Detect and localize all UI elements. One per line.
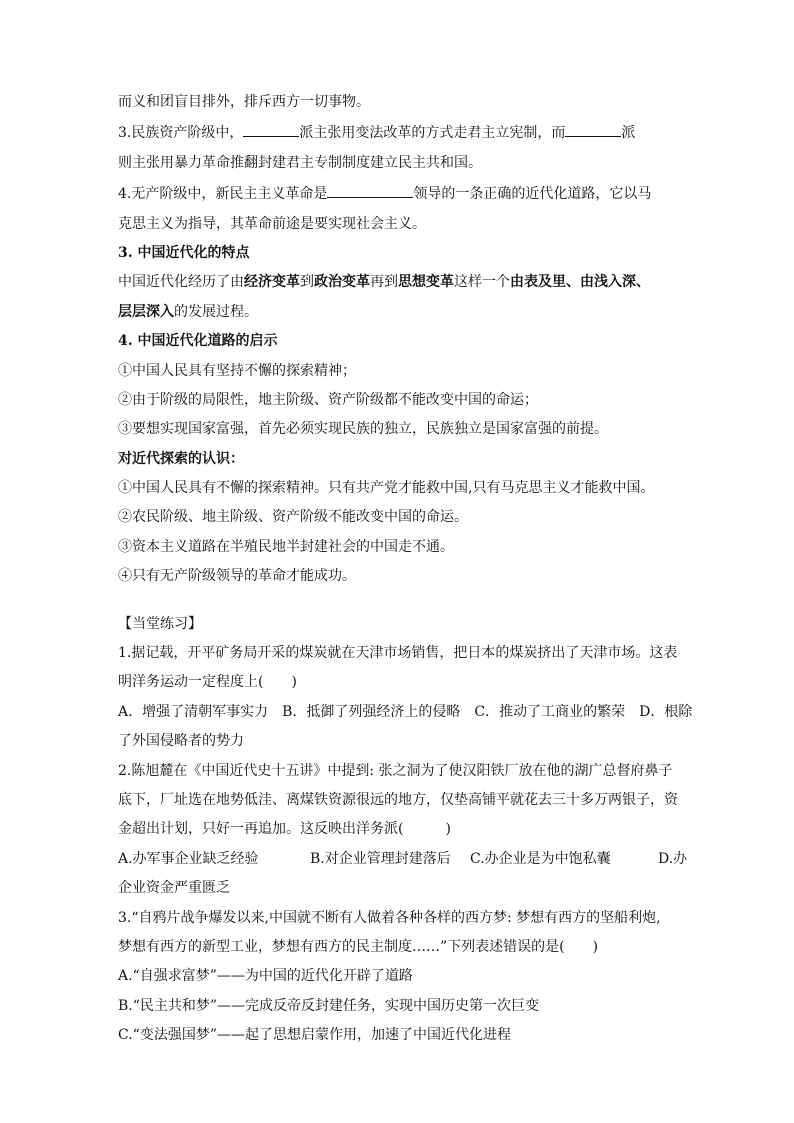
question-options[interactable]: 了外国侵略者的势力 — [118, 733, 244, 750]
option-b[interactable]: B.“民主共和梦”——完成反帝反封建任务，实现中国历史第一次巨变 — [118, 997, 540, 1014]
list-item: ③资本主义道路在半殖民地半封建社会的中国走不通。 — [118, 538, 454, 555]
text-segment: 的发展过程。 — [174, 303, 258, 320]
question-text: 1.据记载，开平矿务局开采的煤炭就在天津市场销售，把日本的煤炭挤出了天津市场。这表 — [118, 645, 678, 662]
text-segment: 领导的一条正确的近代化道路，它以马 — [413, 186, 652, 203]
question-text: 底下，厂址选在地势低洼、离煤铁资源很远的地方，仅垫高铺平就花去三十多万两银子，资 — [118, 791, 678, 808]
text-segment: 中国近代化经历了由 — [118, 274, 244, 291]
text-line: 则主张用暴力革命推翻封建君主专制制度建立民主共和国。 — [118, 154, 482, 171]
option-d[interactable]: D.办 — [658, 850, 688, 867]
text-segment: 再到 — [370, 274, 398, 291]
list-item: ④只有无产阶级领导的革命才能成功。 — [118, 568, 356, 585]
list-item: ②由于阶级的局限性，地主阶级、资产阶级都不能改变中国的命运； — [118, 391, 538, 408]
section-heading: 对近代探索的认识： — [118, 450, 244, 467]
spacer — [118, 596, 688, 614]
option-a[interactable]: A.办军事企业缺乏经验 — [118, 850, 259, 867]
question-text: 梦想有西方的新型工业，梦想有西方的民主制度……”下列表述错误的是( ) — [118, 938, 599, 955]
option-a[interactable]: A.“自强求富梦”——为中国的近代化开辟了道路 — [118, 968, 413, 985]
text-line: 克思主义为指导，其革命前途是要实现社会主义。 — [118, 215, 426, 232]
bold-term: 思想变革 — [398, 274, 454, 291]
option-b[interactable]: B.对企业管理封建落后 — [310, 850, 451, 867]
text-segment: 这样一个 — [454, 274, 510, 291]
bold-term: 经济变革 — [244, 274, 300, 291]
practice-heading: 【当堂练习】 — [118, 615, 202, 632]
text-line: 而义和团盲目排外，排斥西方一切事物。 — [118, 94, 370, 110]
question-options — [118, 849, 688, 869]
text-segment: 到 — [300, 274, 314, 291]
fill-blank-question-3 — [118, 121, 688, 143]
question-text: 2.陈旭麓在《中国近代史十五讲》中提到: 张之洞为了使汉阳铁厂放在他的湖广总督府鼻子 — [118, 762, 673, 779]
paragraph-line — [118, 302, 688, 322]
question-text: 金超出计划，只好一再追加。这反映出洋务派( ) — [118, 821, 451, 838]
list-item: ②农民阶级、地主阶级、资产阶级不能改变中国的命运。 — [118, 509, 468, 526]
question-options[interactable]: A．增强了清朝军事实力 B．抵御了列强经济上的侵略 C．推动了工商业的繁荣 D．根除 — [118, 703, 693, 720]
section-heading: 3. 中国近代化的特点 — [118, 244, 250, 261]
list-item: ①中国人民具有坚持不懈的探索精神； — [118, 362, 356, 379]
section-heading: 4. 中国近代化道路的启示 — [118, 333, 278, 350]
text-segment: 派 — [621, 125, 636, 142]
question-text: 3.“自鸦片战争爆发以来,中国就不断有人做着各种各样的西方梦: 梦想有西方的坚船利炮, — [118, 909, 661, 926]
answer-blank[interactable] — [243, 121, 299, 137]
answer-blank[interactable] — [327, 182, 413, 198]
list-item: ①中国人民具有不懈的探索精神。只有共产党才能救中国,只有马克思主义才能救中国。 — [118, 480, 655, 497]
bold-term: 由表及里、由浅入深、 — [510, 274, 650, 291]
option-c[interactable]: C.“变法强国梦”——起了思想启蒙作用，加速了中国近代化进程 — [118, 1027, 511, 1044]
option-d-continued[interactable]: 企业资金严重匮乏 — [118, 880, 230, 897]
bold-term: 政治变革 — [314, 274, 370, 291]
option-c[interactable]: C.办企业是为中饱私囊 — [470, 850, 611, 867]
document-page — [118, 92, 693, 1055]
bold-term: 层层深入 — [118, 303, 174, 320]
paragraph-line — [118, 272, 688, 292]
list-item: ③要想实现国家富强，首先必须实现民族的独立，民族独立是国家富强的前提。 — [118, 421, 608, 438]
text-segment: 4.无产阶级中，新民主主义革命是 — [118, 186, 328, 203]
fill-blank-question-4 — [118, 182, 688, 204]
text-segment: 3.民族资产阶级中， — [118, 125, 244, 142]
answer-blank[interactable] — [565, 121, 621, 137]
text-segment: 派主张用变法改革的方式走君主立宪制，而 — [299, 125, 566, 142]
question-text: 明洋务运动一定程度上( ) — [118, 674, 297, 691]
